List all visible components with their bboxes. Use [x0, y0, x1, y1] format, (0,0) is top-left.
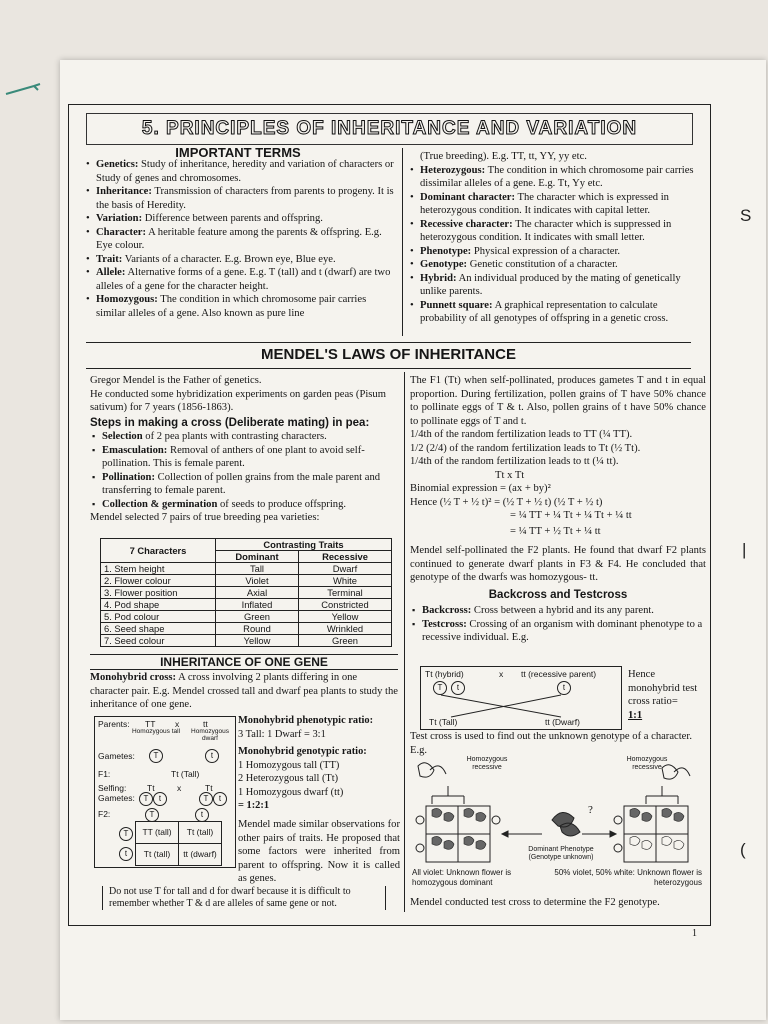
mono-term: Monohybrid cross: — [90, 672, 177, 683]
white-flower-icon — [418, 763, 446, 777]
gametes2-label: Gametes: — [98, 793, 135, 803]
term-item — [408, 245, 704, 259]
trait-character: 2. Flower colour — [101, 575, 216, 587]
gamete-t: t — [205, 749, 219, 763]
f2-label: F2: — [98, 809, 111, 819]
trait-character: 1. Stem height — [101, 563, 216, 575]
geno-line: 1 Homozygous tall (TT) — [238, 759, 340, 771]
factors-text — [238, 818, 400, 886]
f2-punnett-square — [135, 821, 222, 866]
violet-flower-icon — [432, 808, 454, 821]
trait-recessive: Wrinkled — [299, 623, 392, 635]
terms-left-column — [84, 158, 394, 320]
term-text: Variants of a character. E.g. Brown eye, Blue eye. — [124, 253, 336, 265]
col-dominant: Dominant — [216, 551, 299, 563]
tc-ratio-text: Hence monohybrid test cross ratio= — [628, 669, 698, 707]
trait-recessive: Green — [299, 635, 392, 647]
violet-flower-icon — [432, 836, 454, 849]
tc-gamete-t: t — [451, 681, 465, 695]
selfing-cross: x — [177, 783, 182, 793]
table-row — [101, 575, 392, 587]
unknown-text: Test cross is used to find out the unknown genotype of a character. E.g. — [410, 731, 692, 756]
geno-line: 1 Homozygous dwarf (tt) — [238, 786, 344, 798]
mendel-heading: MENDEL'S LAWS OF INHERITANCE — [261, 346, 516, 363]
hom-rec-right-label: Homozygous recessive — [626, 756, 668, 771]
geno-line: = 1:2:1 — [238, 800, 270, 811]
table-row — [101, 623, 392, 635]
term-term: Phenotype: — [420, 245, 472, 257]
tc-hybrid: Tt (hybrid) — [425, 669, 464, 679]
backcross-item — [410, 604, 706, 618]
tc-tall: Tt (Tall) — [429, 717, 458, 727]
gamete-T: T — [199, 792, 213, 806]
term-item — [408, 258, 704, 272]
f1-value: Tt (Tall) — [171, 769, 200, 779]
step-term: Pollination: — [102, 471, 155, 483]
term-term: Inheritance: — [96, 186, 152, 197]
page-title: 5. PRINCIPLES OF INHERITANCE AND VARIATION — [86, 113, 693, 145]
parent1-label: Homozygous tall — [131, 728, 181, 735]
traits-table-wrap — [100, 538, 392, 647]
testcross-figure — [420, 666, 622, 730]
f2-gamete-t: t — [195, 808, 209, 822]
hence-line-2: = ¼ TT + ¼ Tt + ¼ Tt + ¼ tt — [510, 510, 632, 521]
white-flower-icon — [630, 836, 652, 849]
tc-gamete-T: T — [433, 681, 447, 695]
f2-gamete-t: t — [119, 847, 133, 861]
fert-line-1: 1/4th of the random fertilization leads to TT (¼ TT). — [410, 429, 633, 440]
backcross-list — [410, 604, 706, 645]
mendel-right-column — [410, 374, 706, 645]
step-term: Emasculation: — [102, 444, 168, 456]
ratio-block — [238, 714, 400, 813]
term-item — [84, 226, 394, 253]
left-caption: All violet: Unknown flower is homozygous dominant — [412, 868, 512, 887]
trait-character: 7. Seed colour — [101, 635, 216, 647]
section-rule — [86, 342, 691, 343]
step-text: Collection of pollen grains from the male parent and transferring to female parent. — [102, 471, 381, 496]
term-term: Trait: — [96, 253, 123, 265]
punnett-cell: Tt (tall) — [136, 844, 179, 866]
trait-recessive: White — [299, 575, 392, 587]
parent-tt-recessive: tt — [203, 719, 208, 729]
parent-tt-dominant: TT — [145, 719, 156, 729]
table-row — [101, 563, 392, 575]
term-text: Alternative forms of a gene. E.g. T (tall) and t (dwarf) are two alleles of a gene for the character height. — [96, 267, 391, 292]
margin-mark-paren: ( — [740, 840, 746, 859]
col-characters: 7 Characters — [101, 539, 216, 563]
testcross-text: Crossing of an organism with dominant phenotype to a recessive individual. E.g. — [422, 618, 703, 643]
term-item — [84, 293, 394, 320]
term-text: The condition in which chromosome pair carries dissimilar alleles of a gene. E.g. Tt, Yy etc. — [420, 164, 694, 189]
step-text: of 2 pea plants with contrasting characters. — [145, 431, 327, 442]
term-term: Variation: — [96, 213, 143, 224]
term-term: Allele: — [96, 267, 126, 278]
table-row — [101, 611, 392, 623]
tc-ratio-block — [628, 668, 702, 722]
important-terms-heading: IMPORTANT TERMS — [175, 145, 301, 160]
unknown-genotype-text — [410, 730, 706, 757]
term-text: Study of inheritance, heredity and variation of characters or Study of genes and chromosomes. — [96, 159, 394, 184]
violet-flower-icon — [552, 812, 580, 836]
hence-line-1: Hence (½ T + ½ t)² = (½ T + ½ t) (½ T + ½ t) — [410, 496, 603, 508]
page-number: 1 — [692, 928, 697, 939]
tc-recessive: tt (recessive parent) — [521, 669, 597, 679]
selfing-parent-2: Tt — [205, 783, 213, 793]
trait-character: 3. Flower position — [101, 587, 216, 599]
flower-testcross-diagram — [412, 756, 702, 896]
term-term: Genetics: — [96, 159, 139, 170]
terms-continuation: (True breeding). E.g. TT, tt, YY, yy etc. — [420, 151, 587, 162]
trait-dominant: Green — [216, 611, 299, 623]
gametes-label: Gametes: — [98, 751, 135, 761]
dominant-phenotype-label: Dominant Phenotype (Genotype unknown) — [528, 846, 594, 861]
selfing-label: Selfing: — [98, 783, 127, 793]
geno-line: 2 Heterozygous tall (Tt) — [238, 773, 339, 784]
trait-recessive: Dwarf — [299, 563, 392, 575]
self-pollination-text: Mendel self-pollinated the F2 plants. He found that dwarf F2 plants continued to generate dwarf plants in F3 & F4. He concluded that genotype of the dwarfs was homozygous- tt. — [410, 545, 706, 583]
step-text: of seeds to produce offspring. — [220, 498, 347, 510]
one-gene-heading: INHERITANCE OF ONE GENE — [90, 654, 398, 670]
geno-heading: Monohybrid genotypic ratio: — [238, 746, 367, 757]
step-item — [90, 444, 398, 471]
col-recessive: Recessive — [299, 551, 392, 563]
table-row — [101, 635, 392, 647]
term-text: Genetic constitution of a character. — [469, 259, 618, 270]
term-item — [408, 191, 704, 218]
term-item — [408, 164, 704, 191]
tc-ratio: 1:1 — [628, 709, 643, 721]
violet-flower-icon — [464, 808, 486, 821]
backcross-text: Cross between a hybrid and its any parent. — [473, 605, 654, 616]
right-caption: 50% violet, 50% white: Unknown flower is heterozygous — [554, 868, 702, 887]
hence-line-3: = ¼ TT + ½ Tt + ¼ tt — [510, 525, 601, 537]
f2-gamete-T: T — [119, 827, 133, 841]
margin-mark-bar: | — [742, 540, 747, 559]
final-line: Mendel conducted test cross to determine the F2 genotype. — [410, 897, 660, 908]
trait-dominant: Axial — [216, 587, 299, 599]
monohybrid-cross-figure — [94, 716, 236, 868]
term-term: Character: — [96, 226, 146, 238]
pheno-ratio: 3 Tall: 1 Dwarf = 3:1 — [238, 728, 326, 740]
gamete-t: t — [213, 792, 227, 806]
mendel-left-column — [90, 374, 398, 525]
term-item — [408, 299, 704, 326]
term-item — [84, 212, 394, 226]
trait-character: 4. Pod shape — [101, 599, 216, 611]
cross-symbol: x — [175, 719, 180, 729]
term-term: Genotype: — [420, 259, 468, 270]
monohybrid-intro — [90, 671, 398, 712]
term-text: The character which is suppressed in heterozygous condition. It indicates with small letter. — [420, 218, 672, 243]
unknown-question-mark: ? — [588, 804, 593, 816]
parent2-label: Homozygous dwarf — [191, 728, 229, 742]
term-item — [84, 253, 394, 267]
parents-label: Parents: — [98, 719, 130, 729]
traits-table — [100, 538, 392, 647]
term-item — [408, 218, 704, 245]
trait-dominant: Inflated — [216, 599, 299, 611]
step-text: Removal of anthers of one plant to avoid self-pollination. This is female parent. — [102, 444, 365, 469]
factors-paragraph: Mendel made similar observations for other pairs of traits. He proposed that some factors were inherited from parent to offspring. Now it is called as genes. — [238, 819, 400, 884]
violet-flower-icon — [662, 808, 684, 821]
tc-cross: x — [499, 669, 504, 679]
step-item — [90, 430, 398, 444]
trait-recessive: Terminal — [299, 587, 392, 599]
f1-selfpoll-text: The F1 (Tt) when self-pollinated, produces gametes T and t in equal proportion. During fertilization, pollen grains of T have 50% chance to pollinate eggs of T & t. Also, pollen grains of t have 50% chance to pollinate eggs of T and t. — [410, 375, 706, 427]
term-term: Dominant character: — [420, 191, 516, 203]
violet-flower-icon — [630, 808, 652, 821]
column-divider — [404, 372, 405, 912]
table-row — [101, 587, 392, 599]
final-line-block — [410, 896, 706, 910]
col-contrasting: Contrasting Traits — [216, 539, 392, 551]
margin-mark-s: S — [740, 206, 752, 225]
punnett-cell: tt (dwarf) — [179, 844, 222, 866]
term-item — [84, 158, 394, 185]
note-box: Do not use T for tall and d for dwarf because it is difficult to remember whether T & d are alleles of same gene or not. — [102, 886, 386, 910]
term-text: A heritable feature among the parents & offspring. E.g. Eye colour. — [96, 226, 382, 251]
gamete-T: T — [139, 792, 153, 806]
intro-line-1: Gregor Mendel is the Father of genetics. — [90, 375, 262, 386]
backcross-term: Backcross: — [422, 605, 472, 616]
term-text: Difference between parents and offspring. — [144, 213, 323, 224]
trait-dominant: Round — [216, 623, 299, 635]
selfing-parent-1: Tt — [147, 783, 155, 793]
tc-dwarf: tt (Dwarf) — [545, 717, 580, 727]
term-text: The condition in which chromosome pair carries similar alleles of a gene. Also known as pure line — [96, 294, 367, 319]
trait-character: 5. Pod colour — [101, 611, 216, 623]
step-term: Selection — [102, 431, 143, 442]
term-item — [408, 272, 704, 299]
fert-line-3: 1/4th of the random fertilization leads to tt (¼ tt). — [410, 456, 619, 467]
white-flower-icon — [662, 765, 690, 779]
term-text: A graphical representation to calculate probability of all genotypes of offspring in a genetic cross. — [420, 299, 669, 324]
backcross-heading: Backcross and Testcross — [488, 588, 628, 601]
trait-recessive: Constricted — [299, 599, 392, 611]
step-item — [90, 471, 398, 498]
binomial-line: Binomial expression = (ax + by)² — [410, 483, 551, 494]
term-term: Heterozygous: — [420, 164, 486, 176]
trait-dominant: Violet — [216, 575, 299, 587]
mono-text: A cross involving 2 plants differing in one character pair. E.g. Mendel crossed tall and dwarf pea plants to study the inheritance of one gene. — [90, 672, 398, 710]
fert-line-2: 1/2 (2/4) of the random fertilization leads to Tt (½ Tt). — [410, 442, 641, 454]
f1-label: F1: — [98, 769, 111, 779]
term-text: Physical expression of a character. — [473, 245, 621, 257]
gamete-t: t — [153, 792, 167, 806]
white-flower-icon — [662, 836, 684, 849]
table-row — [101, 599, 392, 611]
hom-rec-left-label: Homozygous recessive — [466, 756, 508, 771]
trait-character: 6. Seed shape — [101, 623, 216, 635]
cross-line: Tt x Tt — [495, 469, 525, 481]
trait-recessive: Yellow — [299, 611, 392, 623]
f2-gamete-T: T — [145, 808, 159, 822]
punnett-cell: TT (tall) — [136, 822, 179, 844]
term-text: The character which is expressed in heterozygous condition. It indicates with capital letter. — [420, 191, 669, 216]
step-item — [90, 498, 398, 512]
term-term: Hybrid: — [420, 272, 457, 284]
trait-dominant: Yellow — [216, 635, 299, 647]
column-divider — [402, 148, 403, 336]
intro-line-2: He conducted some hybridization experiments on garden peas (Pisum sativum) for 7 years (1856-1863). — [90, 388, 386, 413]
violet-flower-icon — [464, 836, 486, 849]
pheno-heading: Monohybrid phenotypic ratio: — [238, 715, 374, 726]
term-term: Recessive character: — [420, 218, 513, 230]
testcross-term: Testcross: — [422, 618, 467, 630]
term-term: Punnett square: — [420, 299, 493, 311]
steps-heading: Steps in making a cross (Deliberate mating) in pea: — [90, 416, 370, 429]
section-rule — [86, 368, 691, 369]
term-text: Transmission of characters from parents to progeny. It is the basis of Heredity. — [96, 186, 394, 211]
gamete-T: T — [149, 749, 163, 763]
terms-right-column — [408, 150, 704, 326]
trait-dominant: Tall — [216, 563, 299, 575]
testcross-item — [410, 618, 706, 645]
varieties-intro: Mendel selected 7 pairs of true breeding pea varieties: — [90, 512, 320, 523]
tc-gamete-t: t — [557, 681, 571, 695]
term-text: An individual produced by the mating of genetically unlike parents. — [420, 272, 681, 297]
pin-icon — [4, 82, 42, 96]
punnett-cell: Tt (tall) — [179, 822, 222, 844]
step-term: Collection & germination — [102, 498, 218, 510]
term-item — [84, 266, 394, 293]
term-term: Homozygous: — [96, 294, 158, 305]
term-item — [84, 185, 394, 212]
